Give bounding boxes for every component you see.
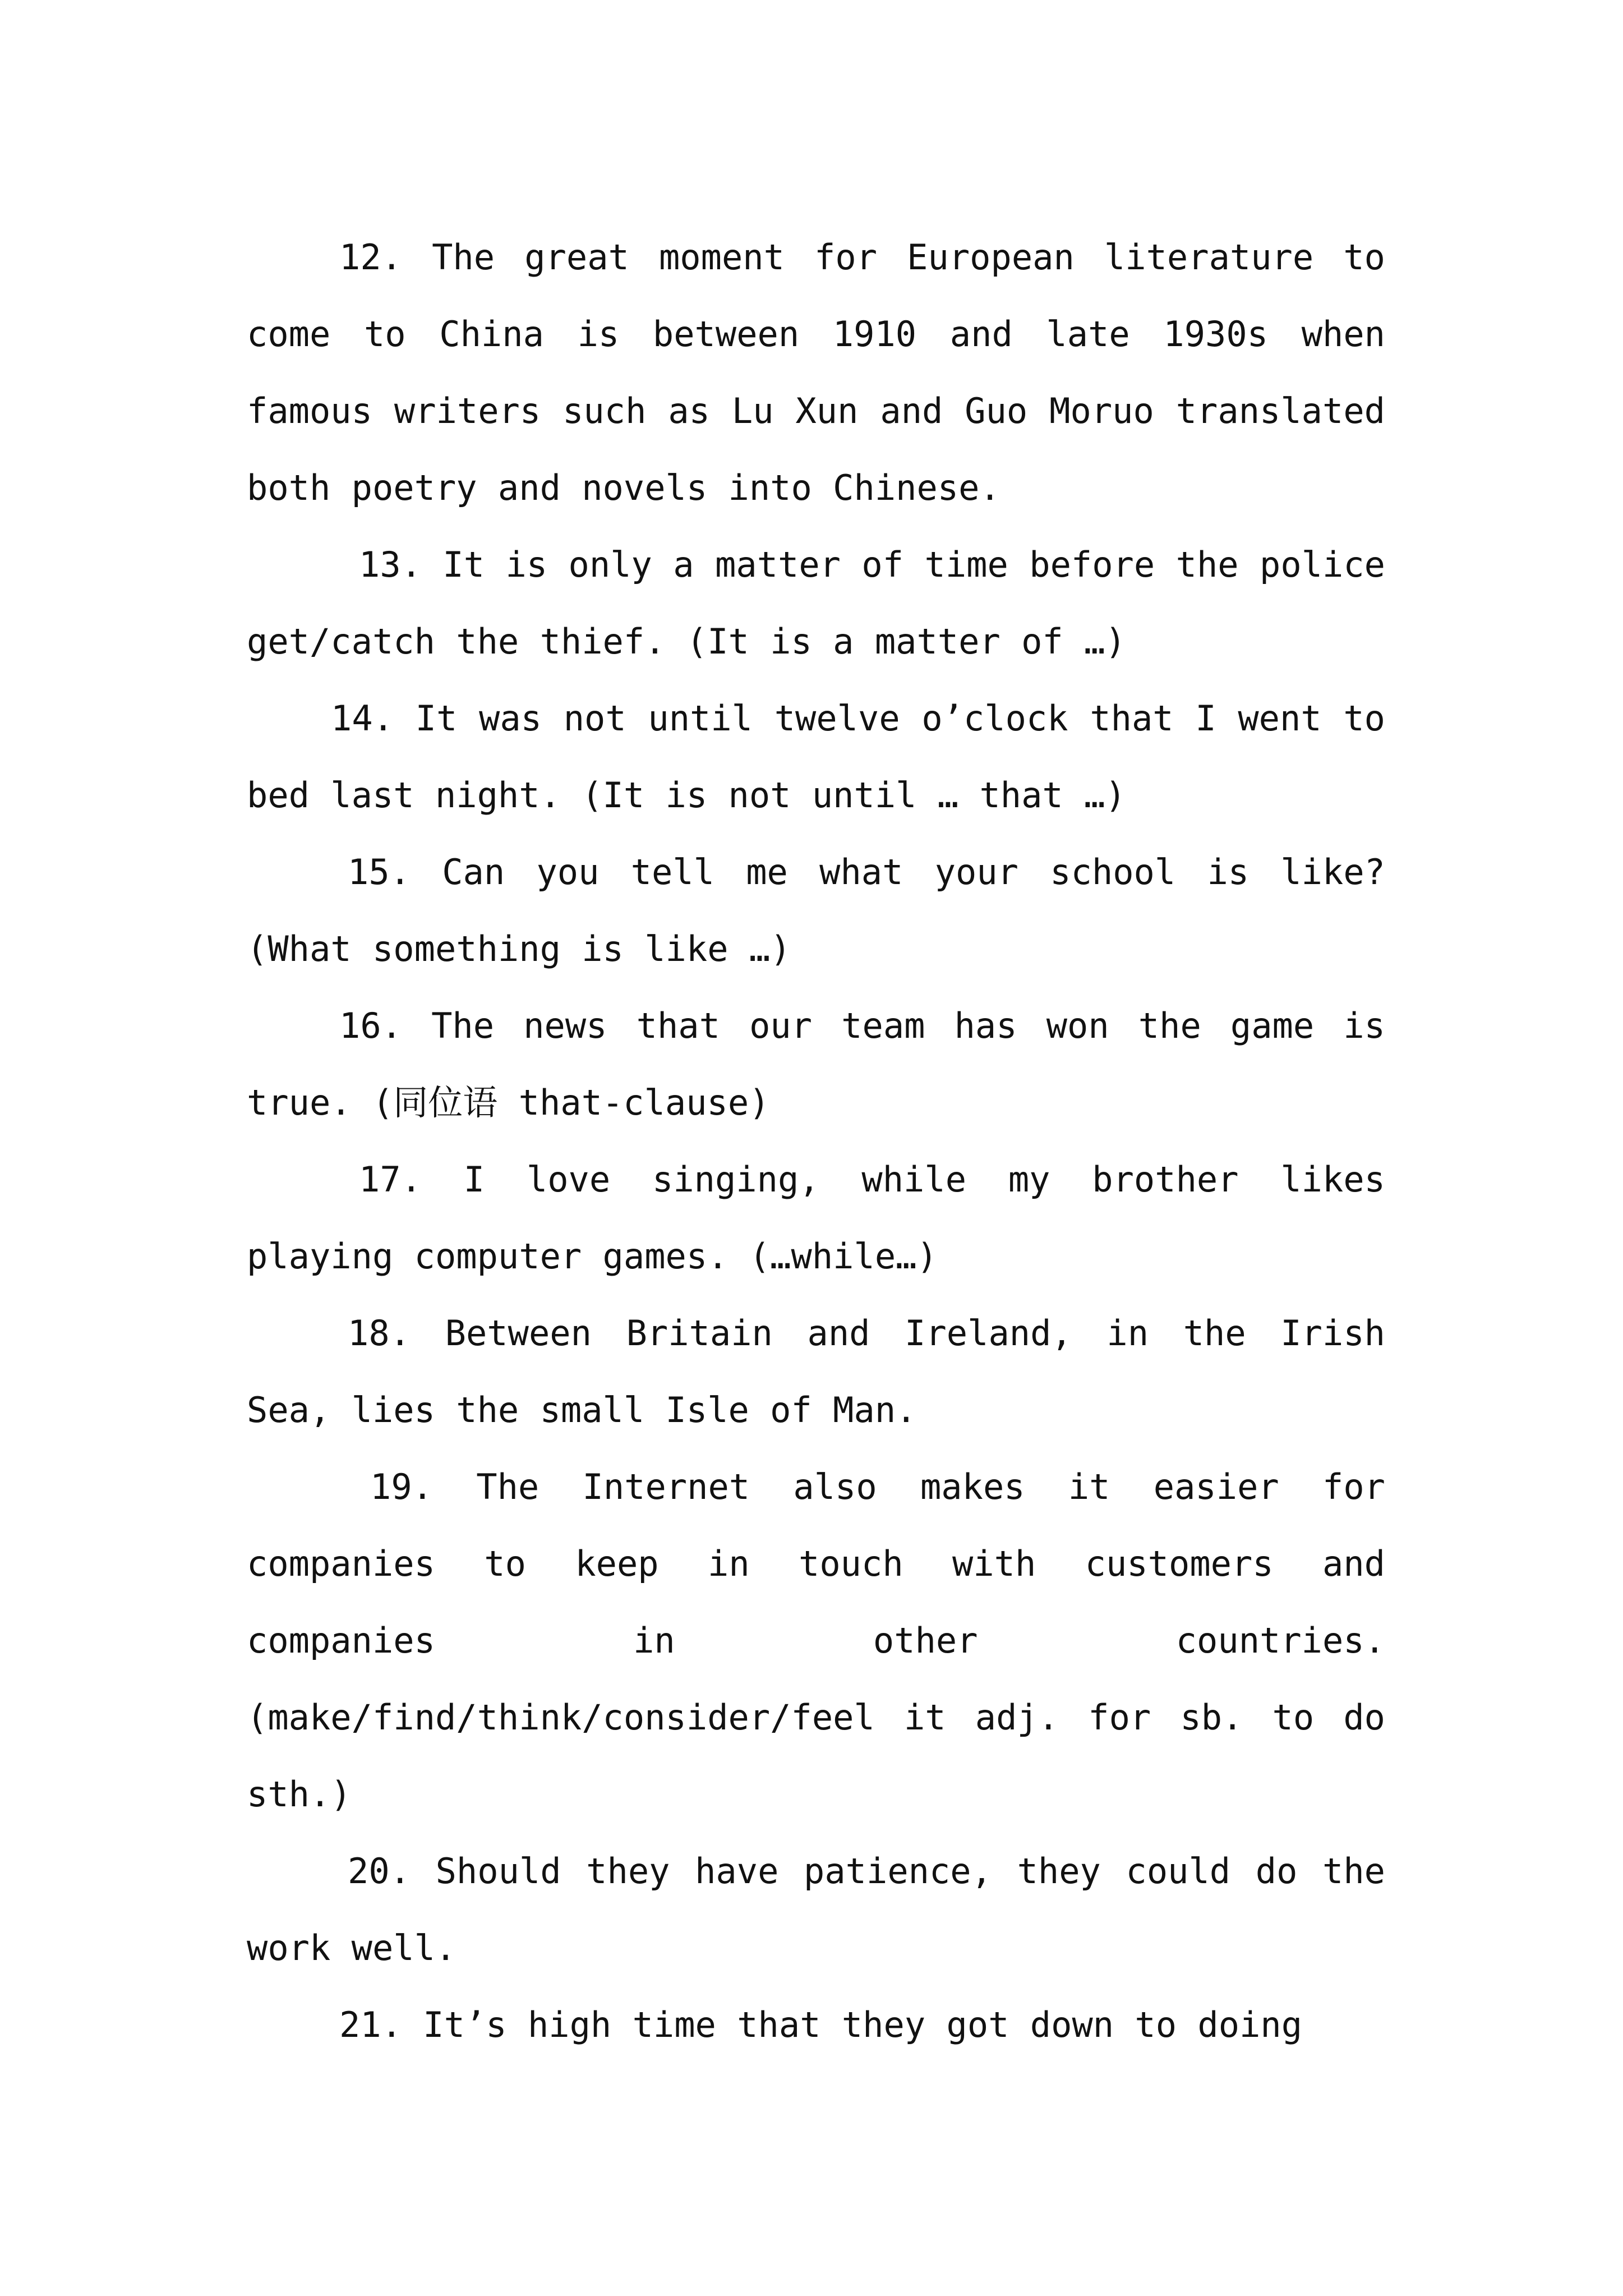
paragraph-21: 21. It’s high time that they got down to doing <box>339 2004 1303 2045</box>
paragraph-16: 16. The news that our team has won the game is true. (同位语 that-clause) <box>247 1005 1385 1123</box>
paragraph-17: 17. I love singing, while my brother likes playing computer games. (…while…) <box>247 1159 1385 1277</box>
paragraph-14: 14. It was not until twelve o’clock that I went to bed last night. (It is not until … that …) <box>247 698 1385 816</box>
paragraph-12: 12. The great moment for European literature to come to China is between 1910 and late 1930s when famous writers such as Lu Xun and Guo Moruo translated both poetry and novels into Chinese. <box>247 237 1385 508</box>
paragraph-19: 19. The Internet also makes it easier for companies to keep in touch with customers and companies in other countries. (make/find/think/consider/feel it adj. for sb. to do sth.) <box>247 1466 1385 1815</box>
paragraph-18: 18. Between Britain and Ireland, in the Irish Sea, lies the small Isle of Man. <box>247 1313 1385 1430</box>
paragraph-13: 13. It is only a matter of time before the police get/catch the thief. (It is a matter of …) <box>247 544 1385 662</box>
document-body <box>247 219 1385 2063</box>
paragraph-15: 15. Can you tell me what your school is like? (What something is like …) <box>247 852 1385 969</box>
paragraph-20: 20. Should they have patience, they could do the work well. <box>247 1851 1385 1968</box>
